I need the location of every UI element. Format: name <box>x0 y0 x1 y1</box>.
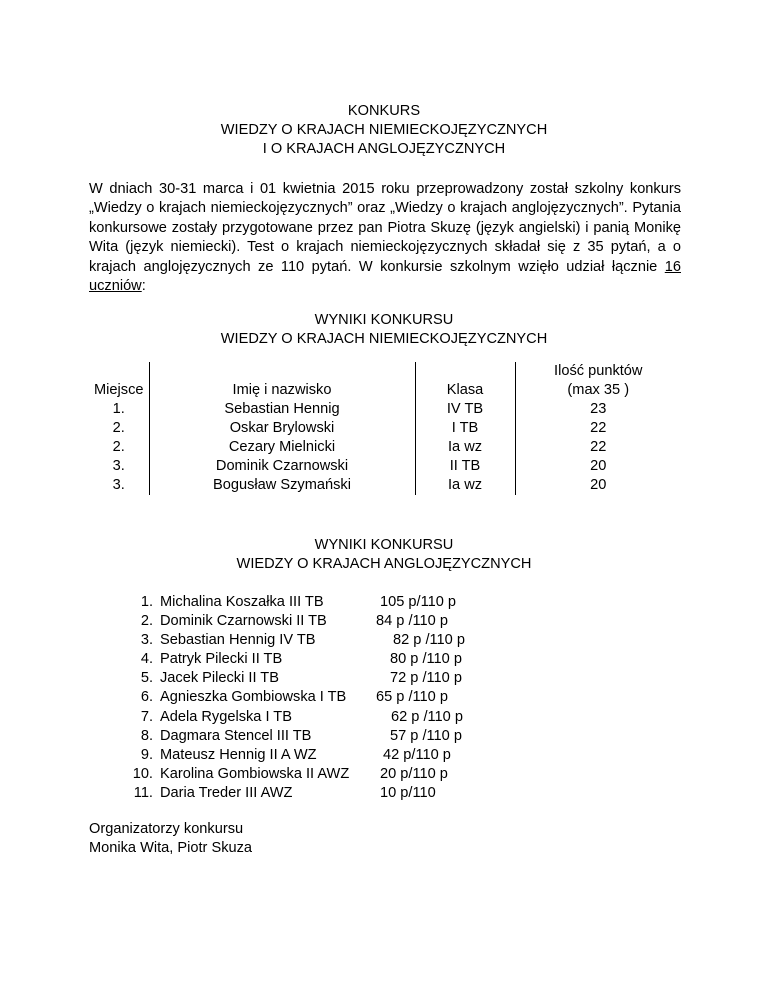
cell-name: Oskar Brylowski <box>149 419 415 438</box>
list-item-score: 20 p/110 p <box>380 765 448 782</box>
list-item-number: 6. <box>140 689 153 706</box>
list-item-score: 105 p/110 p <box>380 594 457 610</box>
list-item-score: 57 p /110 p <box>390 727 462 744</box>
cell-place: 2. <box>112 439 125 455</box>
list-item-score: 80 p /110 p <box>390 651 462 668</box>
german-heading-line-1: WYNIKI KONKURSU <box>314 312 454 328</box>
intro-text-end: : <box>141 278 146 295</box>
table-header-row <box>89 362 681 400</box>
cell-place: 3. <box>112 477 125 493</box>
german-results-table <box>89 362 681 495</box>
list-item-score: 82 p /110 p <box>393 632 465 649</box>
list-item-score: 10 p/110 <box>380 784 436 801</box>
cell-place: 3. <box>112 458 125 474</box>
cell-name: Dominik Czarnowski <box>149 457 415 476</box>
list-item-name: Sebastian Hennig IV TB <box>160 632 316 649</box>
organizers-label: Organizatorzy konkursu <box>89 821 244 837</box>
list-item-name: Dagmara Stencel III TB <box>160 727 312 744</box>
cell-points: 23 <box>515 400 681 419</box>
german-results-heading <box>0 311 768 349</box>
list-item-number: 7. <box>140 708 153 725</box>
cell-place: 2. <box>112 420 125 436</box>
title-line-3: I O KRAJACH ANGLOJĘZYCZNYCH <box>262 141 506 157</box>
organizers <box>89 820 252 858</box>
col-header-name: Imię i nazwisko <box>149 362 415 400</box>
list-item-name: Dominik Czarnowski II TB <box>160 613 327 630</box>
english-heading-line-2: WIEDZY O KRAJACH ANGLOJĘZYCZNYCH <box>236 556 532 572</box>
table-row <box>89 438 681 457</box>
list-item-number: 5. <box>140 670 153 687</box>
list-item-name: Jacek Pilecki II TB <box>160 670 279 687</box>
cell-points: 22 <box>515 419 681 438</box>
cell-points: 20 <box>515 457 681 476</box>
table-row <box>89 400 681 419</box>
german-heading-line-2: WIEDZY O KRAJACH NIEMIECKOJĘZYCZNYCH <box>220 331 548 347</box>
title-line-2: WIEDZY O KRAJACH NIEMIECKOJĘZYCZNYCH <box>220 122 548 138</box>
list-item-score: 84 p /110 p <box>376 613 448 630</box>
table-row <box>89 457 681 476</box>
list-item-number: 1. <box>140 594 153 610</box>
list-item-number: 8. <box>140 727 153 744</box>
list-item-name: Agnieszka Gombiowska I TB <box>160 689 347 706</box>
list-item-number: 9. <box>140 746 153 763</box>
cell-class: IV TB <box>415 400 515 419</box>
cell-name: Cezary Mielnicki <box>149 438 415 457</box>
title-line-1: KONKURS <box>347 103 421 119</box>
list-item-number: 10. <box>132 765 153 782</box>
list-item-score: 65 p /110 p <box>376 689 448 706</box>
english-heading-line-1: WYNIKI KONKURSU <box>314 537 454 553</box>
participant-count: 16 uczniów <box>89 258 681 295</box>
cell-name: Bogusław Szymański <box>149 476 415 495</box>
cell-points: 20 <box>515 476 681 495</box>
list-item-number: 4. <box>140 651 153 668</box>
list-item-name: Michalina Koszałka III TB <box>160 594 324 610</box>
cell-place: 1. <box>112 401 125 417</box>
list-item-score: 72 p /110 p <box>390 670 462 687</box>
table-row <box>89 419 681 438</box>
cell-points: 22 <box>515 438 681 457</box>
list-item-score: 62 p /110 p <box>391 708 463 725</box>
list-item-name: Patryk Pilecki II TB <box>160 651 283 668</box>
col-header-place: Miejsce <box>94 382 144 398</box>
cell-name: Sebastian Hennig <box>149 400 415 419</box>
list-item-name: Daria Treder III AWZ <box>160 784 293 801</box>
col-header-class: Klasa <box>415 362 515 400</box>
list-item-number: 2. <box>140 613 153 630</box>
document-title <box>0 102 768 159</box>
intro-paragraph <box>89 180 681 296</box>
list-item-name: Adela Rygelska I TB <box>160 708 292 725</box>
table-row <box>89 476 681 495</box>
english-results-heading <box>0 536 768 574</box>
col-header-points: Ilość punktów (max 35 ) <box>515 362 681 400</box>
list-item-score: 42 p/110 p <box>383 746 451 763</box>
cell-class: Ia wz <box>415 476 515 495</box>
list-item-number: 11. <box>133 784 153 801</box>
organizers-names: Monika Wita, Piotr Skuza <box>89 840 253 856</box>
intro-text: W dniach 30-31 marca i 01 kwietnia 2015 roku przeprowadzony został szkolny konkurs „Wiedzy o krajach niemieckojęzycznych” oraz „Wiedzy o krajach anglojęzycznych”. Pytania konkursowe zostały przygotowane przez pan Piotra Skuzę (język angielski) i panią Monikę Wita (język niemiecki). Test o krajach niemieckojęzycznych składał się z 35 pytań, a o krajach anglojęzycznych ze 110 pytań. W konkursie szkolnym wzięło udział łącznie <box>89 181 681 275</box>
cell-class: II TB <box>415 457 515 476</box>
list-item-name: Mateusz Hennig II A WZ <box>160 746 317 763</box>
list-item-name: Karolina Gombiowska II AWZ <box>160 765 350 782</box>
list-item-number: 3. <box>140 632 153 649</box>
cell-class: I TB <box>415 419 515 438</box>
cell-class: Ia wz <box>415 438 515 457</box>
